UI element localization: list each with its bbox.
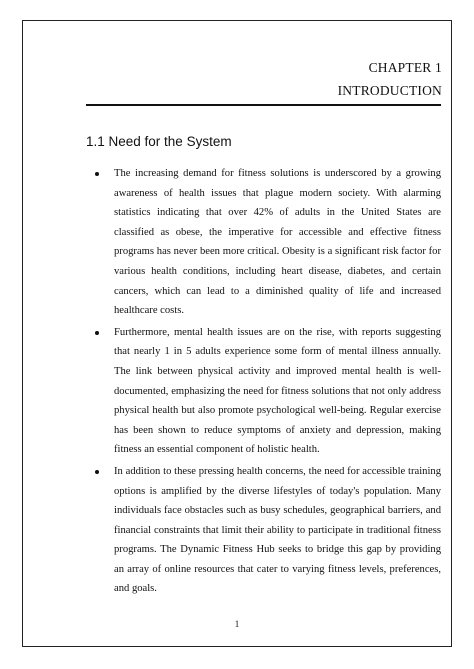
page-number: 1 (234, 619, 240, 629)
bullet-item (114, 164, 441, 321)
bullet-text: The increasing demand for fitness solutions is underscored by a growing awareness of health issues that plague modern society. With alarming statistics indicating that over 42% of adults in the United States are classified as obese, the imperative for accessible and effective fitness programs has never been more critical. Obesity is a significant risk factor for various health conditions, including heart disease, diabetes, and certain cancers, which can lead to a diminished quality of life and increased healthcare costs. (114, 168, 441, 317)
bullet-dot-icon (95, 172, 99, 176)
bullet-dot-icon (95, 331, 99, 335)
bullet-item (114, 323, 441, 460)
bullet-list (114, 164, 441, 601)
chapter-heading (338, 56, 442, 102)
bullet-text: In addition to these pressing health concerns, the need for accessible training options is amplified by the diverse lifestyles of today's population. Many individuals face obstacles such as busy schedules, geographical barriers, and financial constraints that limit their ability to participate in traditional fitness programs. The Dynamic Fitness Hub seeks to bridge this gap by providing an array of online resources that cater to varying fitness levels, preferences, and goals. (114, 465, 441, 595)
bullet-text: Furthermore, mental health issues are on the rise, with reports suggesting that nearly 1 in 5 adults experience some form of mental illness annually. The link between physical activity and improved mental health is well-documented, emphasizing the need for fitness solutions that not only address physical health but also promote psychological well-being. Regular exercise has been shown to reduce symptoms of anxiety and depression, making fitness an essential component of holistic health. (114, 326, 441, 456)
bullet-dot-icon (95, 470, 99, 474)
section-title: 1.1 Need for the System (86, 134, 232, 149)
chapter-title: INTRODUCTION (337, 83, 442, 98)
chapter-divider (86, 104, 441, 106)
bullet-item (114, 462, 441, 599)
chapter-number: CHAPTER 1 (368, 60, 442, 75)
